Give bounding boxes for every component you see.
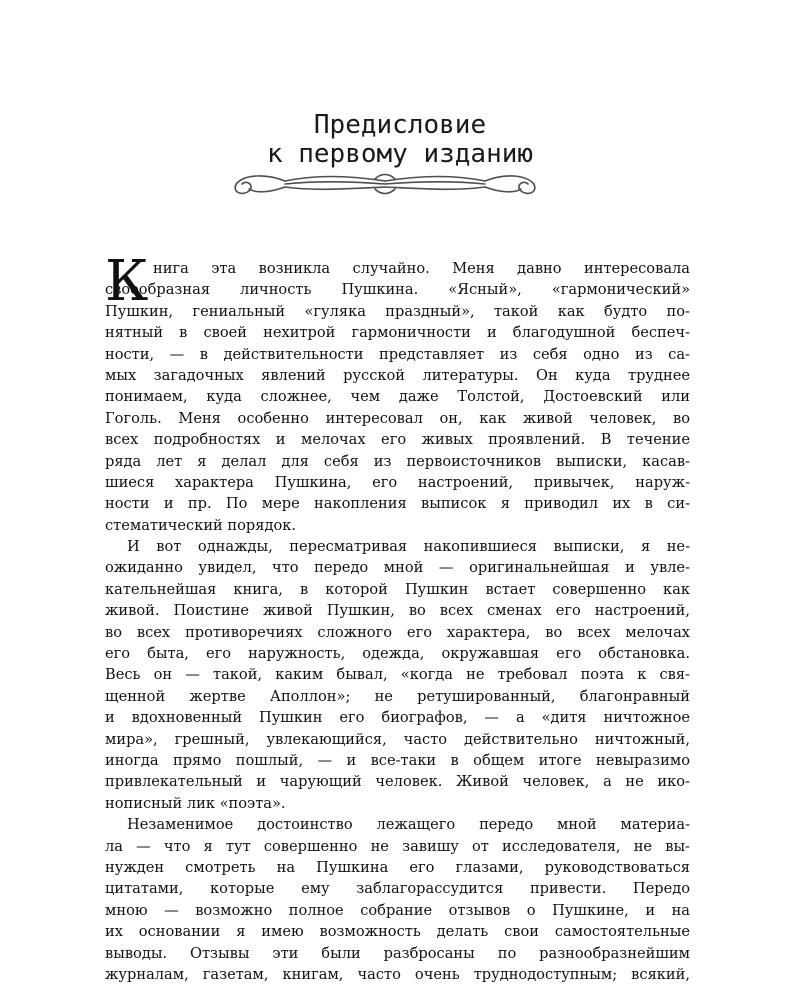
drop-cap: К (105, 249, 149, 314)
text-line: мною — возможно полное собрание отзывов о Пушкине, и на (105, 901, 690, 919)
text-line: и вдохновенный Пушкин его биографов, — а «дитя ничтожное (105, 709, 690, 727)
text-line: журналам, газетам, книгам, часто очень труднодоступным; всякий, (105, 965, 690, 983)
text-line: привлекательный и чарующий человек. Живой человек, а не ико- (105, 773, 690, 791)
text-line: кательнейшая книга, в которой Пушкин встает совершенно как (105, 580, 690, 598)
text-line: щенной жертве Аполлон»; не ретушированный, благонравный (105, 687, 690, 705)
text-line: иногда прямо пошлый, — и все-таки в общем итоге невыразимо (105, 751, 690, 769)
text-line: во всех противоречиях сложного его характера, во всех мелочах (105, 623, 690, 641)
text-line: И вот однажды, пересматривая накопившиеся выписки, я не- (127, 538, 690, 556)
text-line: ности и пр. По мере накопления выписок я приводил их в си- (105, 495, 690, 513)
heading-line-2: к первому изданию (266, 139, 534, 169)
text-line: нужден смотреть на Пушкина его глазами, руководствоваться (105, 858, 690, 876)
text-line: всех подробностях и мелочах его живых проявлений. В течение (105, 431, 690, 449)
text-line: Гоголь. Меня особенно интересовал он, как живой человек, во (105, 409, 690, 427)
text-line: понимаем, куда сложнее, чем даже Толстой, Достоевский или (105, 388, 690, 406)
text-line: цитатами, которые ему заблагорассудится привести. Передо (105, 880, 690, 898)
text-line: их основании я имею возможность делать свои самостоятельные (105, 923, 690, 941)
text-line: своеобразная личность Пушкина. «Ясный», «гармонический» (105, 281, 690, 299)
text-line: ряда лет я делал для себя из первоисточников выписки, касав- (105, 452, 690, 470)
text-line: нописный лик «поэта». (105, 794, 286, 812)
text-line: Незаменимое достоинство лежащего передо мной материа- (127, 816, 690, 834)
body-text (105, 258, 690, 985)
text-line: мира», грешный, увлекающийся, часто действительно ничтожный, (105, 730, 690, 748)
text-line: стематический порядок. (105, 516, 297, 534)
text-line: нига эта возникла случайно. Меня давно интересовала (153, 260, 690, 277)
text-line: живой. Поистине живой Пушкин, во всех сменах его настроений, (105, 602, 690, 620)
text-line: шиеся характера Пушкина, его настроений, привычек, наруж- (105, 473, 690, 491)
text-line: Весь он — такой, каким бывал, «когда не требовал поэта к свя- (105, 666, 690, 684)
text-line: нятный в своей нехитрой гармоничности и благодушной беспеч- (105, 324, 690, 342)
scroll-ornament-icon (225, 169, 545, 199)
text-line: мых загадочных явлений русской литературы. Он куда труднее (105, 366, 690, 384)
heading-line-1: Предисловие (313, 110, 487, 140)
text-line: Пушкин, гениальный «гуляка праздный», такой как будто по- (105, 302, 690, 320)
text-line: его быта, его наружность, одежда, окружавшая его обстановка. (105, 645, 690, 663)
text-line: ожиданно увидел, что передо мной — оригинальнейшая и увле- (105, 559, 690, 577)
text-line: выводы. Отзывы эти были разбросаны по разнообразнейшим (105, 944, 690, 962)
text-line: ла — что я тут совершенно не завишу от исследователя, не вы- (105, 837, 690, 855)
text-line: ности, — в действительности представляет из себя одно из са- (105, 345, 690, 363)
